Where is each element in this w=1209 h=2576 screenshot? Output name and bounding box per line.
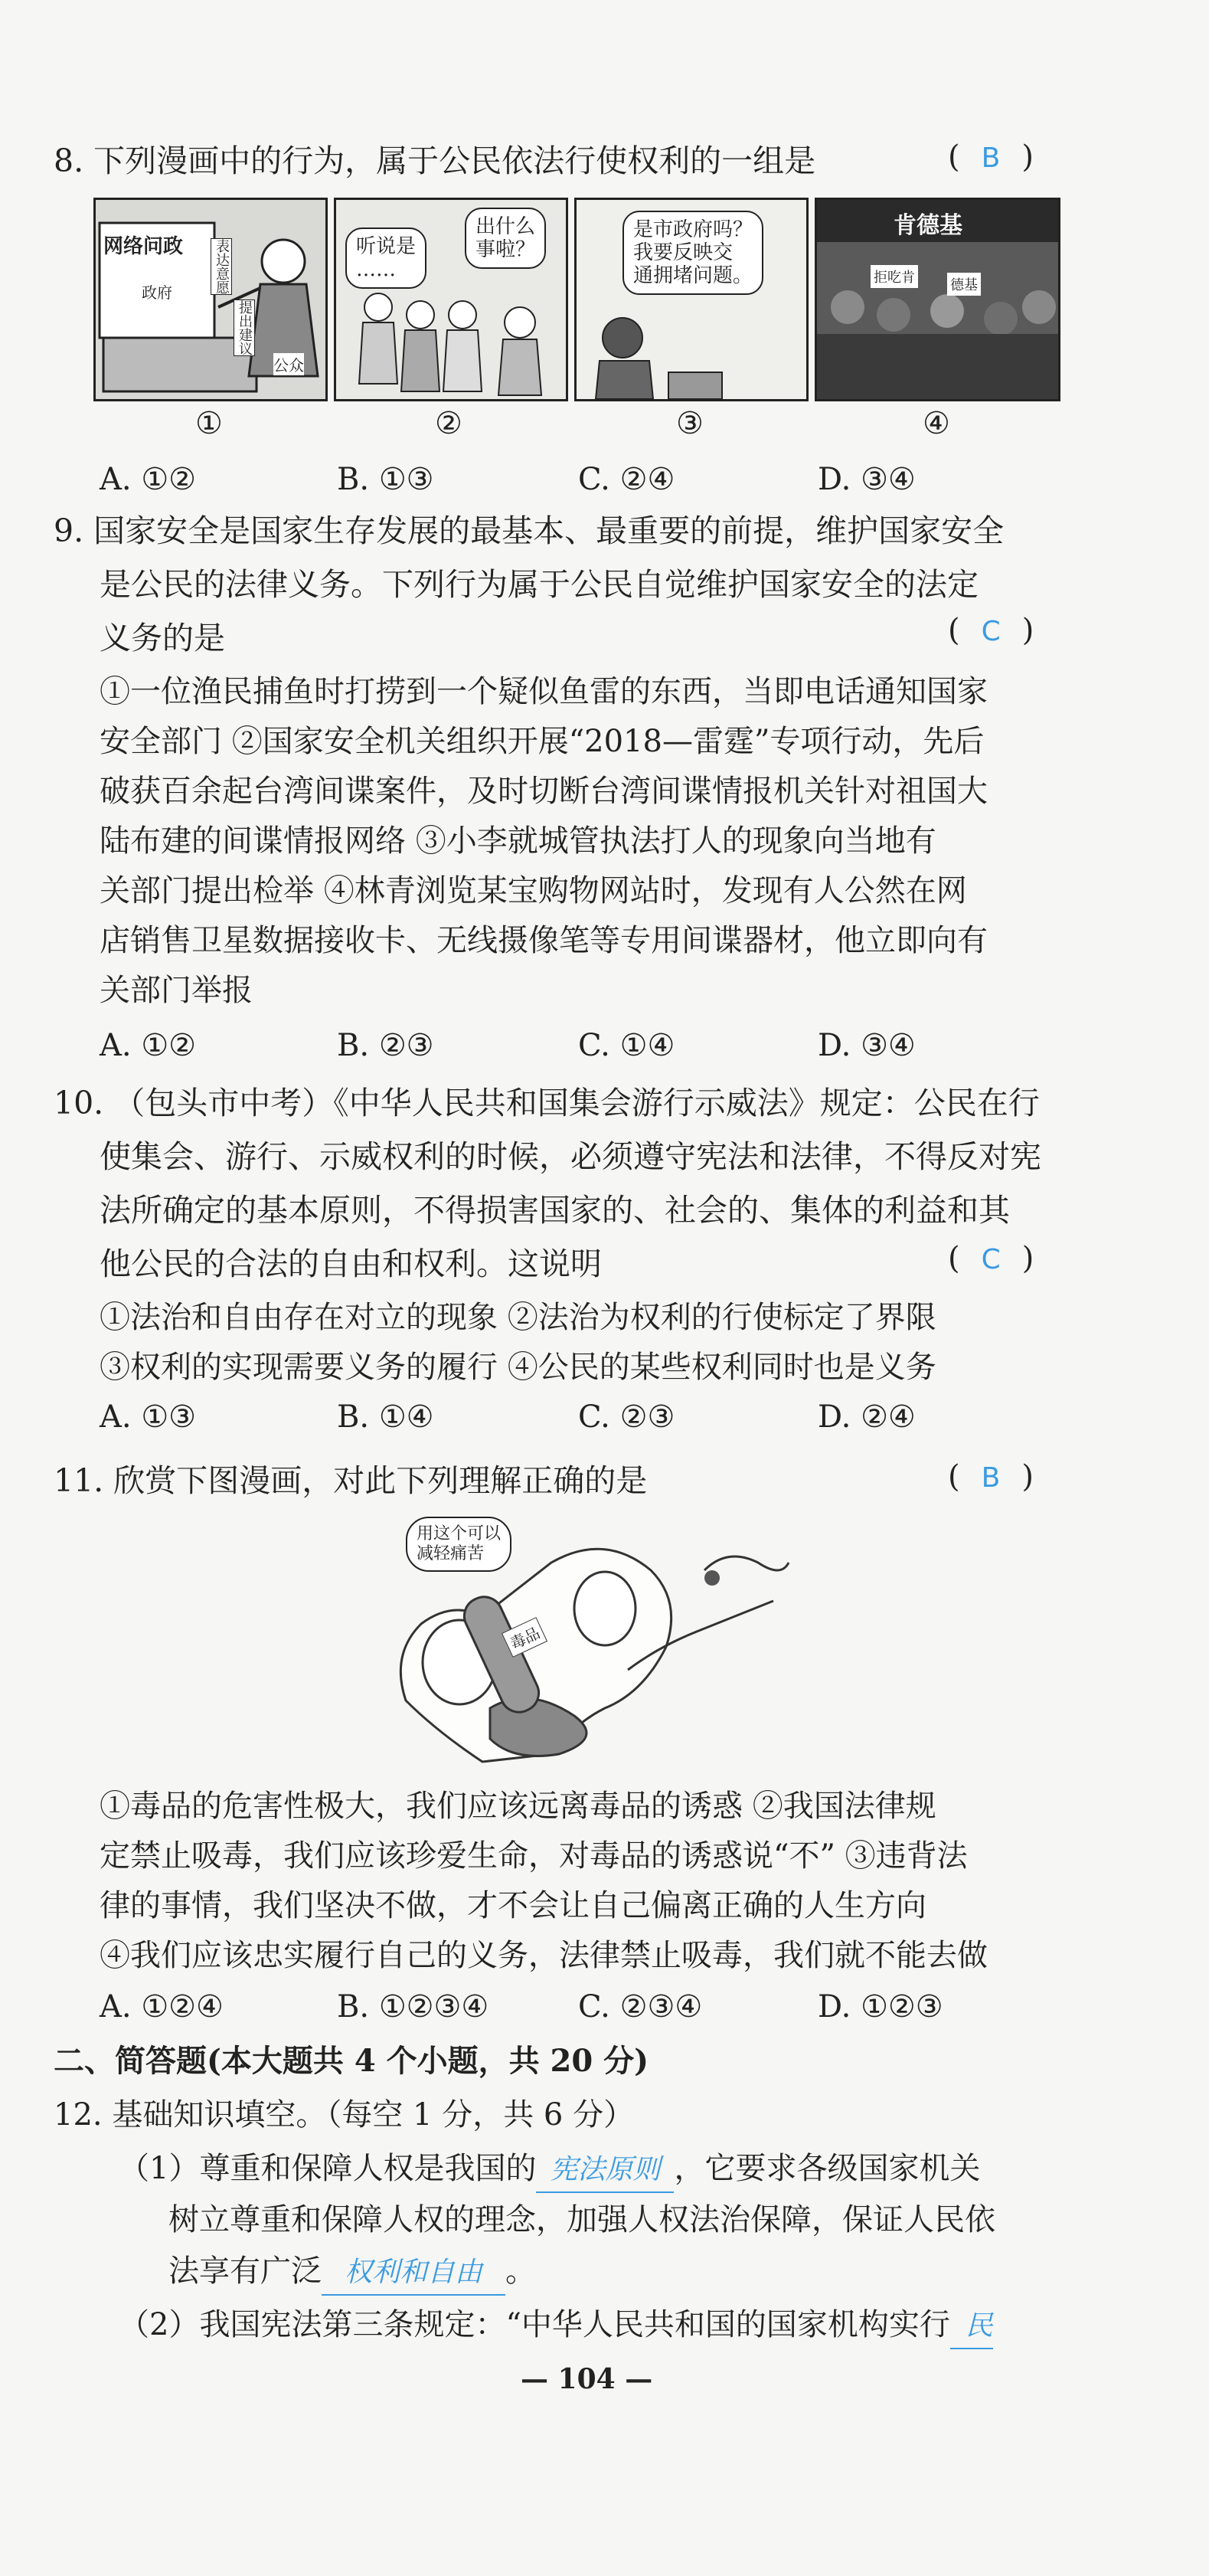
q12-blank-1: 宪法原则 [536, 2149, 674, 2193]
q10-option-a: A. ①③ [100, 1399, 197, 1435]
q11-line-4: ④我们应该忠实履行自己的义务，法律禁止吸毒，我们就不能去做 [100, 1938, 988, 1973]
q11-line-3: 律的事情，我们坚决不做，才不会让自己偏离正确的人生方向 [100, 1888, 926, 1923]
drug-label: 毒品 [502, 1617, 547, 1658]
public-label: 公众 [273, 353, 304, 375]
q8-answer-box: ( B ) [948, 139, 1034, 175]
sign-suggest: 提出建议 [234, 299, 255, 356]
panel-label-3: ③ [676, 406, 704, 441]
q8-answer: B [981, 142, 1001, 174]
q11-option-c: C. ②③④ [578, 1989, 703, 2024]
page-number: — 104 — [521, 2363, 653, 2395]
q10-option-d: D. ②④ [818, 1399, 916, 1435]
q12-p1-text-c: 法享有广泛 [168, 2254, 322, 2289]
q9-option-b: B. ②③ [337, 1028, 434, 1063]
q9-line-10: 关部门举报 [100, 973, 253, 1008]
gov-label: 政府 [142, 283, 172, 302]
q10-line-6: ③权利的实现需要义务的履行 ④公民的某些权利同时也是义务 [100, 1350, 936, 1385]
q9-line-7: 陆布建的间谍情报网络 ③小李就城管执法打人的现象向当地有 [100, 823, 936, 859]
q10-line-2: 使集会、游行、示威权利的时候，必须遵守宪法和法律，不得反对宪 [100, 1138, 1041, 1175]
comic-panel-1 [93, 198, 328, 401]
q9-option-a: A. ①② [100, 1028, 197, 1063]
sign-express: 表达意愿 [211, 238, 232, 295]
cartoon-speech-bubble: 用这个可以 减轻痛苦 [406, 1517, 511, 1572]
q9-line-1: 9. 国家安全是国家生存发展的最基本、最重要的前提，维护国家安全 [54, 512, 1005, 549]
q9-line-5: 安全部门 ②国家安全机关组织开展“2018—雷霆”专项行动，先后 [100, 724, 985, 759]
q10-answer-box: ( C ) [948, 1241, 1034, 1276]
q8-option-c: C. ②④ [578, 462, 675, 497]
q12-blank-2: 权利和自由 [322, 2251, 505, 2296]
q12-stem: 12. 基础知识填空。（每空 1 分，共 6 分） [54, 2097, 635, 2132]
q9-line-8: 关部门提出检举 ④林青浏览某宝购物网站时，发现有人公然在网 [100, 873, 967, 908]
q12-part2-line1 [119, 2303, 993, 2349]
q11-option-b: B. ①②③④ [337, 1989, 489, 2024]
q12-part1-line1 [119, 2147, 980, 2193]
panel-label-1: ① [195, 406, 223, 441]
speech-bubble-traffic: 是市政府吗？ 我要反映交 通拥堵问题。 [622, 211, 763, 295]
q10-line-4: 他公民的合法的自由和权利。这说明 [100, 1245, 602, 1282]
q10-line-1: 10. （包头市中考）《中华人民共和国集会游行示威法》规定：公民在行 [54, 1085, 1040, 1121]
comic-panel-3 [574, 198, 809, 401]
kfc-banner: 肯德基 [894, 212, 962, 239]
q12-part1-line2: 树立尊重和保障人权的理念，加强人权法治保障，保证人民依 [168, 2202, 995, 2237]
section-2-title: 二、简答题(本大题共 4 个小题，共 20 分) [54, 2043, 649, 2079]
q8-option-a: A. ①② [100, 462, 197, 497]
q10-line-3: 法所确定的基本原则，不得损害国家的、社会的、集体的利益和其 [100, 1192, 1010, 1229]
q11-stem: 11. 欣赏下图漫画，对此下列理解正确的是 [54, 1462, 648, 1499]
q9-option-c: C. ①④ [578, 1028, 675, 1063]
q9-line-3: 义务的是 [100, 620, 225, 656]
comic-panel-2 [334, 198, 568, 401]
q11-answer: B [981, 1462, 1001, 1494]
protest-sign-2: 德基 [947, 273, 981, 296]
q8-option-b: B. ①③ [337, 462, 434, 497]
q9-option-d: D. ③④ [818, 1028, 916, 1063]
drug-cartoon [375, 1517, 804, 1769]
q12-p2-text-a: （2）我国宪法第三条规定：“中华人民共和国的国家机构实行 [119, 2307, 950, 2342]
q10-line-5: ①法治和自由存在对立的现象 ②法治为权利的行使标定了界限 [100, 1300, 936, 1335]
panel-label-4: ④ [923, 406, 950, 441]
q9-line-6: 破获百余起台湾间谍案件，及时切断台湾间谍情报机关针对祖国大 [100, 774, 988, 809]
q11-answer-box: ( B ) [948, 1459, 1034, 1494]
q9-answer-box: ( C ) [948, 613, 1034, 648]
speech-bubble-heard: 听说是 …… [345, 227, 426, 289]
online-gov-board: 网络问政 [103, 235, 184, 258]
q12-p1-text-d: 。 [505, 2254, 537, 2289]
q11-line-2: 定禁止吸毒，我们应该珍爱生命，对毒品的诱惑说“不” ③违背法 [100, 1838, 968, 1874]
q12-blank-3: 民 [950, 2305, 993, 2349]
q9-line-4: ①一位渔民捕鱼时打捞到一个疑似鱼雷的东西，当即电话通知国家 [100, 674, 988, 709]
speech-bubble-what: 出什么 事啦？ [465, 208, 546, 269]
protest-sign-1: 拒吃肯 [871, 265, 918, 288]
q11-option-d: D. ①②③ [818, 1989, 943, 2024]
q10-option-b: B. ①④ [337, 1399, 434, 1435]
q8-option-d: D. ③④ [818, 462, 916, 497]
q9-line-2: 是公民的法律义务。下列行为属于公民自觉维护国家安全的法定 [100, 566, 979, 603]
q10-option-c: C. ②③ [578, 1399, 675, 1435]
q12-part1-line3 [168, 2250, 536, 2296]
q9-line-9: 店销售卫星数据接收卡、无线摄像笔等专用间谍器材，他立即向有 [100, 923, 988, 958]
q8-stem: 8. 下列漫画中的行为，属于公民依法行使权利的一组是 [54, 142, 816, 179]
panel-label-2: ② [435, 406, 462, 441]
comic-panel-4 [815, 198, 1060, 401]
q11-line-1: ①毒品的危害性极大，我们应该远离毒品的诱惑 ②我国法律规 [100, 1789, 936, 1824]
q11-option-a: A. ①②④ [100, 1989, 224, 2024]
q12-p1-text-b: ，它要求各级国家机关 [674, 2151, 981, 2186]
q9-answer: C [981, 616, 1001, 647]
q12-p1-text-a: （1）尊重和保障人权是我国的 [119, 2151, 537, 2186]
q10-answer: C [981, 1244, 1001, 1275]
